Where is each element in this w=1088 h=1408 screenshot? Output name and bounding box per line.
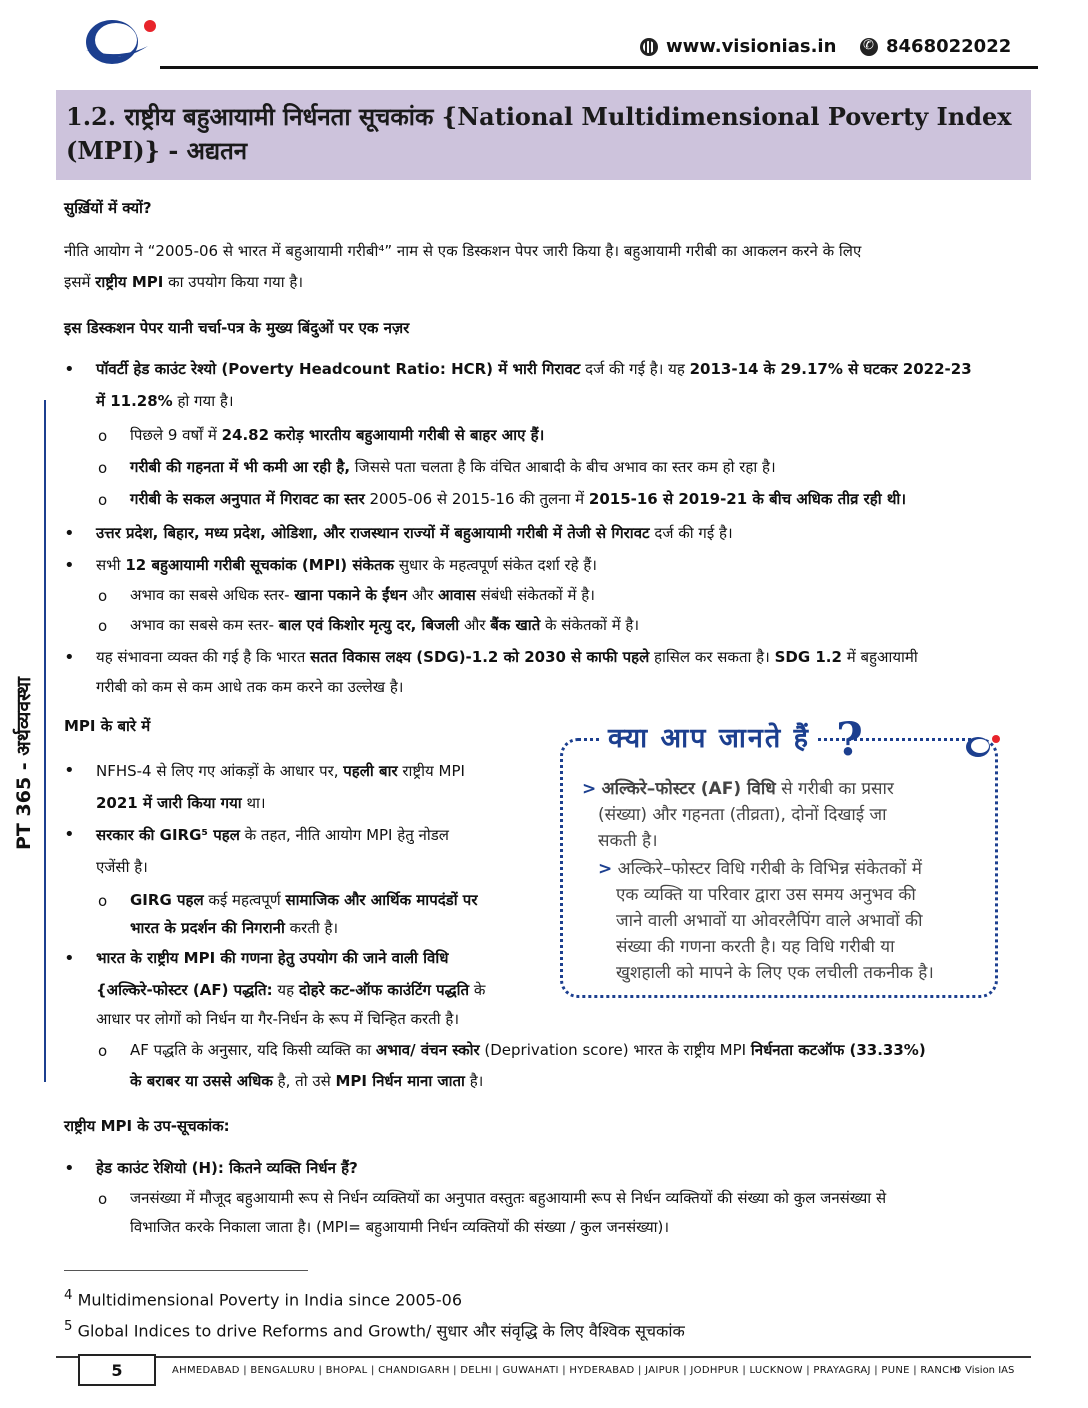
bullet: • [64,523,75,544]
s4-b1-sub1-line2: विभाजित करके निकाला जाता है। (MPI= बहुआयामी निर्धन व्यक्तियों की संख्या / कुल जनसंख्या)। [130,1218,670,1236]
s2-b1-sub2: गरीबी की गहनता में भी कमी आ रही है, जिससे पता चलता है कि वंचित आबादी के बीच अभाव का स्तर कम हो रहा है। [130,458,776,476]
s2-b1-sub1: पिछले 9 वर्षों में 24.82 करोड़ भारतीय बहुआयामी गरीबी से बाहर आए हैं। [130,426,545,444]
question-mark-icon: ? [836,712,863,766]
s2-b1-line2: में 11.28% हो गया है। [96,392,234,410]
info-title: क्या आप जानते हैं [600,718,818,755]
s1-para-line2: इसमें राष्ट्रीय MPI का उपयोग किया गया है। [64,273,304,291]
side-bar [44,400,46,1082]
footnote-rule [64,1270,308,1271]
s3-b1-line2: 2021 में जारी किया गया था। [96,794,266,812]
s2-b4-line1: यह संभावना व्यक्त की गई है कि भारत सतत विकास लक्ष्य (SDG)-1.2 को 2030 से काफी पहले हासिल कर सकता है। SDG 1.2 में बहुआयामी [96,648,918,666]
footer-rule [56,1356,1031,1358]
page-title: 1.2. राष्ट्रीय बहुआयामी निर्धनता सूचकांक {National Multidimensional Poverty Index (MPI)} - अद्यतन [66,102,1012,165]
bullet: • [64,647,75,668]
sub-bullet: o [98,427,108,445]
bullet: • [64,760,75,781]
footer-cities: AHMEDABAD | BENGALURU | BHOPAL | CHANDIGARH | DELHI | GUWAHATI | HYDERABAD | JAIPUR | JODHPUR | LUCKNOW | PRAYAGRAJ | PUNE | RANCHI [172,1365,961,1376]
globe-icon [640,38,658,56]
website-text: www.visionias.in [666,36,837,57]
bullet: • [64,555,75,576]
heading-key-points: इस डिस्कशन पेपर यानी चर्चा-पत्र के मुख्य बिंदुओं पर एक नज़र [64,319,410,337]
header-website[interactable] [640,36,836,57]
vision-ias-logo [78,16,162,66]
s3-b2-line2: एजेंसी है। [96,858,148,876]
info-line5: एक व्यक्ति या परिवार द्वारा उस समय अनुभव की [616,885,916,905]
sub-bullet: o [98,892,108,910]
s2-b2: उत्तर प्रदेश, बिहार, मध्य प्रदेश, ओडिशा, और राजस्थान राज्यों में बहुआयामी गरीबी में तेजी से गिरावट दर्ज की गई है। [96,524,733,542]
s2-b4-line2: गरीबी को कम से कम आधे तक कम करने का उल्लेख है। [96,678,404,696]
bullet: • [64,1158,75,1179]
sub-bullet: o [98,1190,108,1208]
sub-bullet: o [98,459,108,477]
s4-b1-sub1-line1: जनसंख्या में मौजूद बहुआयामी रूप से निर्धन व्यक्तियों का अनुपात वस्तुतः बहुआयामी रूप से निर्धन व्यक्तियों की संख्या को कुल जनसंख्या से [130,1189,887,1207]
s2-b3: सभी 12 बहुआयामी गरीबी सूचकांक (MPI) संकेतक सुधार के महत्वपूर्ण संकेत दर्शा रहे हैं। [96,556,597,574]
heading-sub-indices: राष्ट्रीय MPI के उप-सूचकांक: [64,1117,230,1135]
sub-bullet: o [98,491,108,509]
footnote-5: $^5$ Global Indices to drive Reforms and Growth/ सुधार और संवृद्धि के लिए वैश्विक सूचकांक [64,1319,685,1341]
bullet: • [64,359,75,380]
s3-b1-line1: NFHS-4 से लिए गए आंकड़ों के आधार पर, पहली बार राष्ट्रीय MPI [96,762,465,780]
bullet: • [64,948,75,969]
info-line6: जाने वाली अभावों या ओवरलैपिंग वाले अभावों की [616,911,923,931]
info-line1: > अल्किरे–फोस्टर (AF) विधि से गरीबी का प्रसार [582,779,894,799]
header-phone[interactable] [860,36,1011,57]
chevron-right-icon: > [598,859,613,879]
side-label: PT 365 - अर्थव्यवस्था [13,676,35,850]
page-number: 5 [78,1354,156,1386]
sub-bullet: o [98,587,108,605]
s3-b3-sub1-line2: के बराबर या उससे अधिक है, तो उसे MPI निर्धन माना जाता है। [130,1072,484,1090]
footnote-4: $^4$ Multidimensional Poverty in India since 2005-06 [64,1288,463,1310]
sub-bullet: o [98,617,108,635]
s3-b3-line2: {अल्किरे-फोस्टर (AF) पद्धति: यह दोहरे कट-ऑफ काउंटिंग पद्धति के [96,981,486,999]
info-line7: संख्या की गणना करती है। यह विधि गरीबी या [616,937,895,957]
info-line4: > अल्किरे–फोस्टर विधि गरीबी के विभिन्न संकेतकों में [598,859,922,879]
s3-b2-sub1-line1: GIRG पहल कई महत्वपूर्ण सामाजिक और आर्थिक मापदंडों पर [130,891,478,909]
s3-b3-sub1-line1: AF पद्धति के अनुसार, यदि किसी व्यक्ति का अभाव/ वंचन स्कोर (Deprivation score) भारत के राष्ट्रीय MPI निर्धनता कटऑफ (33.33%) [130,1041,926,1059]
bullet: • [64,824,75,845]
s3-b2-line1: सरकार की GIRG⁵ पहल के तहत, नीति आयोग MPI हेतु नोडल [96,826,449,844]
s2-b1-sub3: गरीबी के सकल अनुपात में गिरावट का स्तर 2005-06 से 2015-16 की तुलना में 2015-16 से 2019-21 के बीच अधिक तीव्र रही थी। [130,490,907,508]
vision-ias-logo-small [962,734,1002,758]
s3-b3-line3: आधार पर लोगों को निर्धन या गैर-निर्धन के रूप में चिन्हित करती है। [96,1010,460,1028]
chevron-right-icon: > [582,779,597,799]
s2-b3-sub2: अभाव का सबसे कम स्तर- बाल एवं किशोर मृत्यु दर, बिजली और बैंक खाते के संकेतकों में है। [130,616,640,634]
s2-b1-line1: पॉवर्टी हेड काउंट रेश्यो (Poverty Headcount Ratio: HCR) में भारी गिरावट दर्ज की गई है। यह 2013-14 के 29.17% से घटकर 2022-23 [96,360,972,378]
s3-b3-line1: भारत के राष्ट्रीय MPI की गणना हेतु उपयोग की जाने वाली विधि [96,949,449,967]
footer-copyright: © Vision IAS [952,1365,1015,1376]
heading-about-mpi: MPI के बारे में [64,717,151,735]
header-rule [160,66,1038,69]
phone-icon [860,38,878,56]
info-line2: (संख्या) और गहनता (तीव्रता), दोनों दिखाई जा [598,805,887,825]
info-line8: खुशहाली को मापने के लिए एक लचीली तकनीक है। [616,963,934,983]
s3-b2-sub1-line2: भारत के प्रदर्शन की निगरानी करती है। [130,919,339,937]
sub-bullet: o [98,1042,108,1060]
heading-why-in-news: सुर्ख़ियों में क्यों? [64,199,152,217]
s2-b3-sub1: अभाव का सबसे अधिक स्तर- खाना पकाने के ईंधन और आवास संबंधी संकेतकों में है। [130,586,595,604]
s4-b1: हेड काउंट रेशियो (H): कितने व्यक्ति निर्धन हैं? [96,1159,358,1177]
info-line3: सकती है। [598,831,658,851]
phone-text: 8468022022 [886,36,1012,57]
s1-para-line1: नीति आयोग ने “2005-06 से भारत में बहुआयामी गरीबी⁴” नाम से एक डिस्कशन पेपर जारी किया है। बहुआयामी गरीबी का आकलन करने के लिए [64,242,862,260]
